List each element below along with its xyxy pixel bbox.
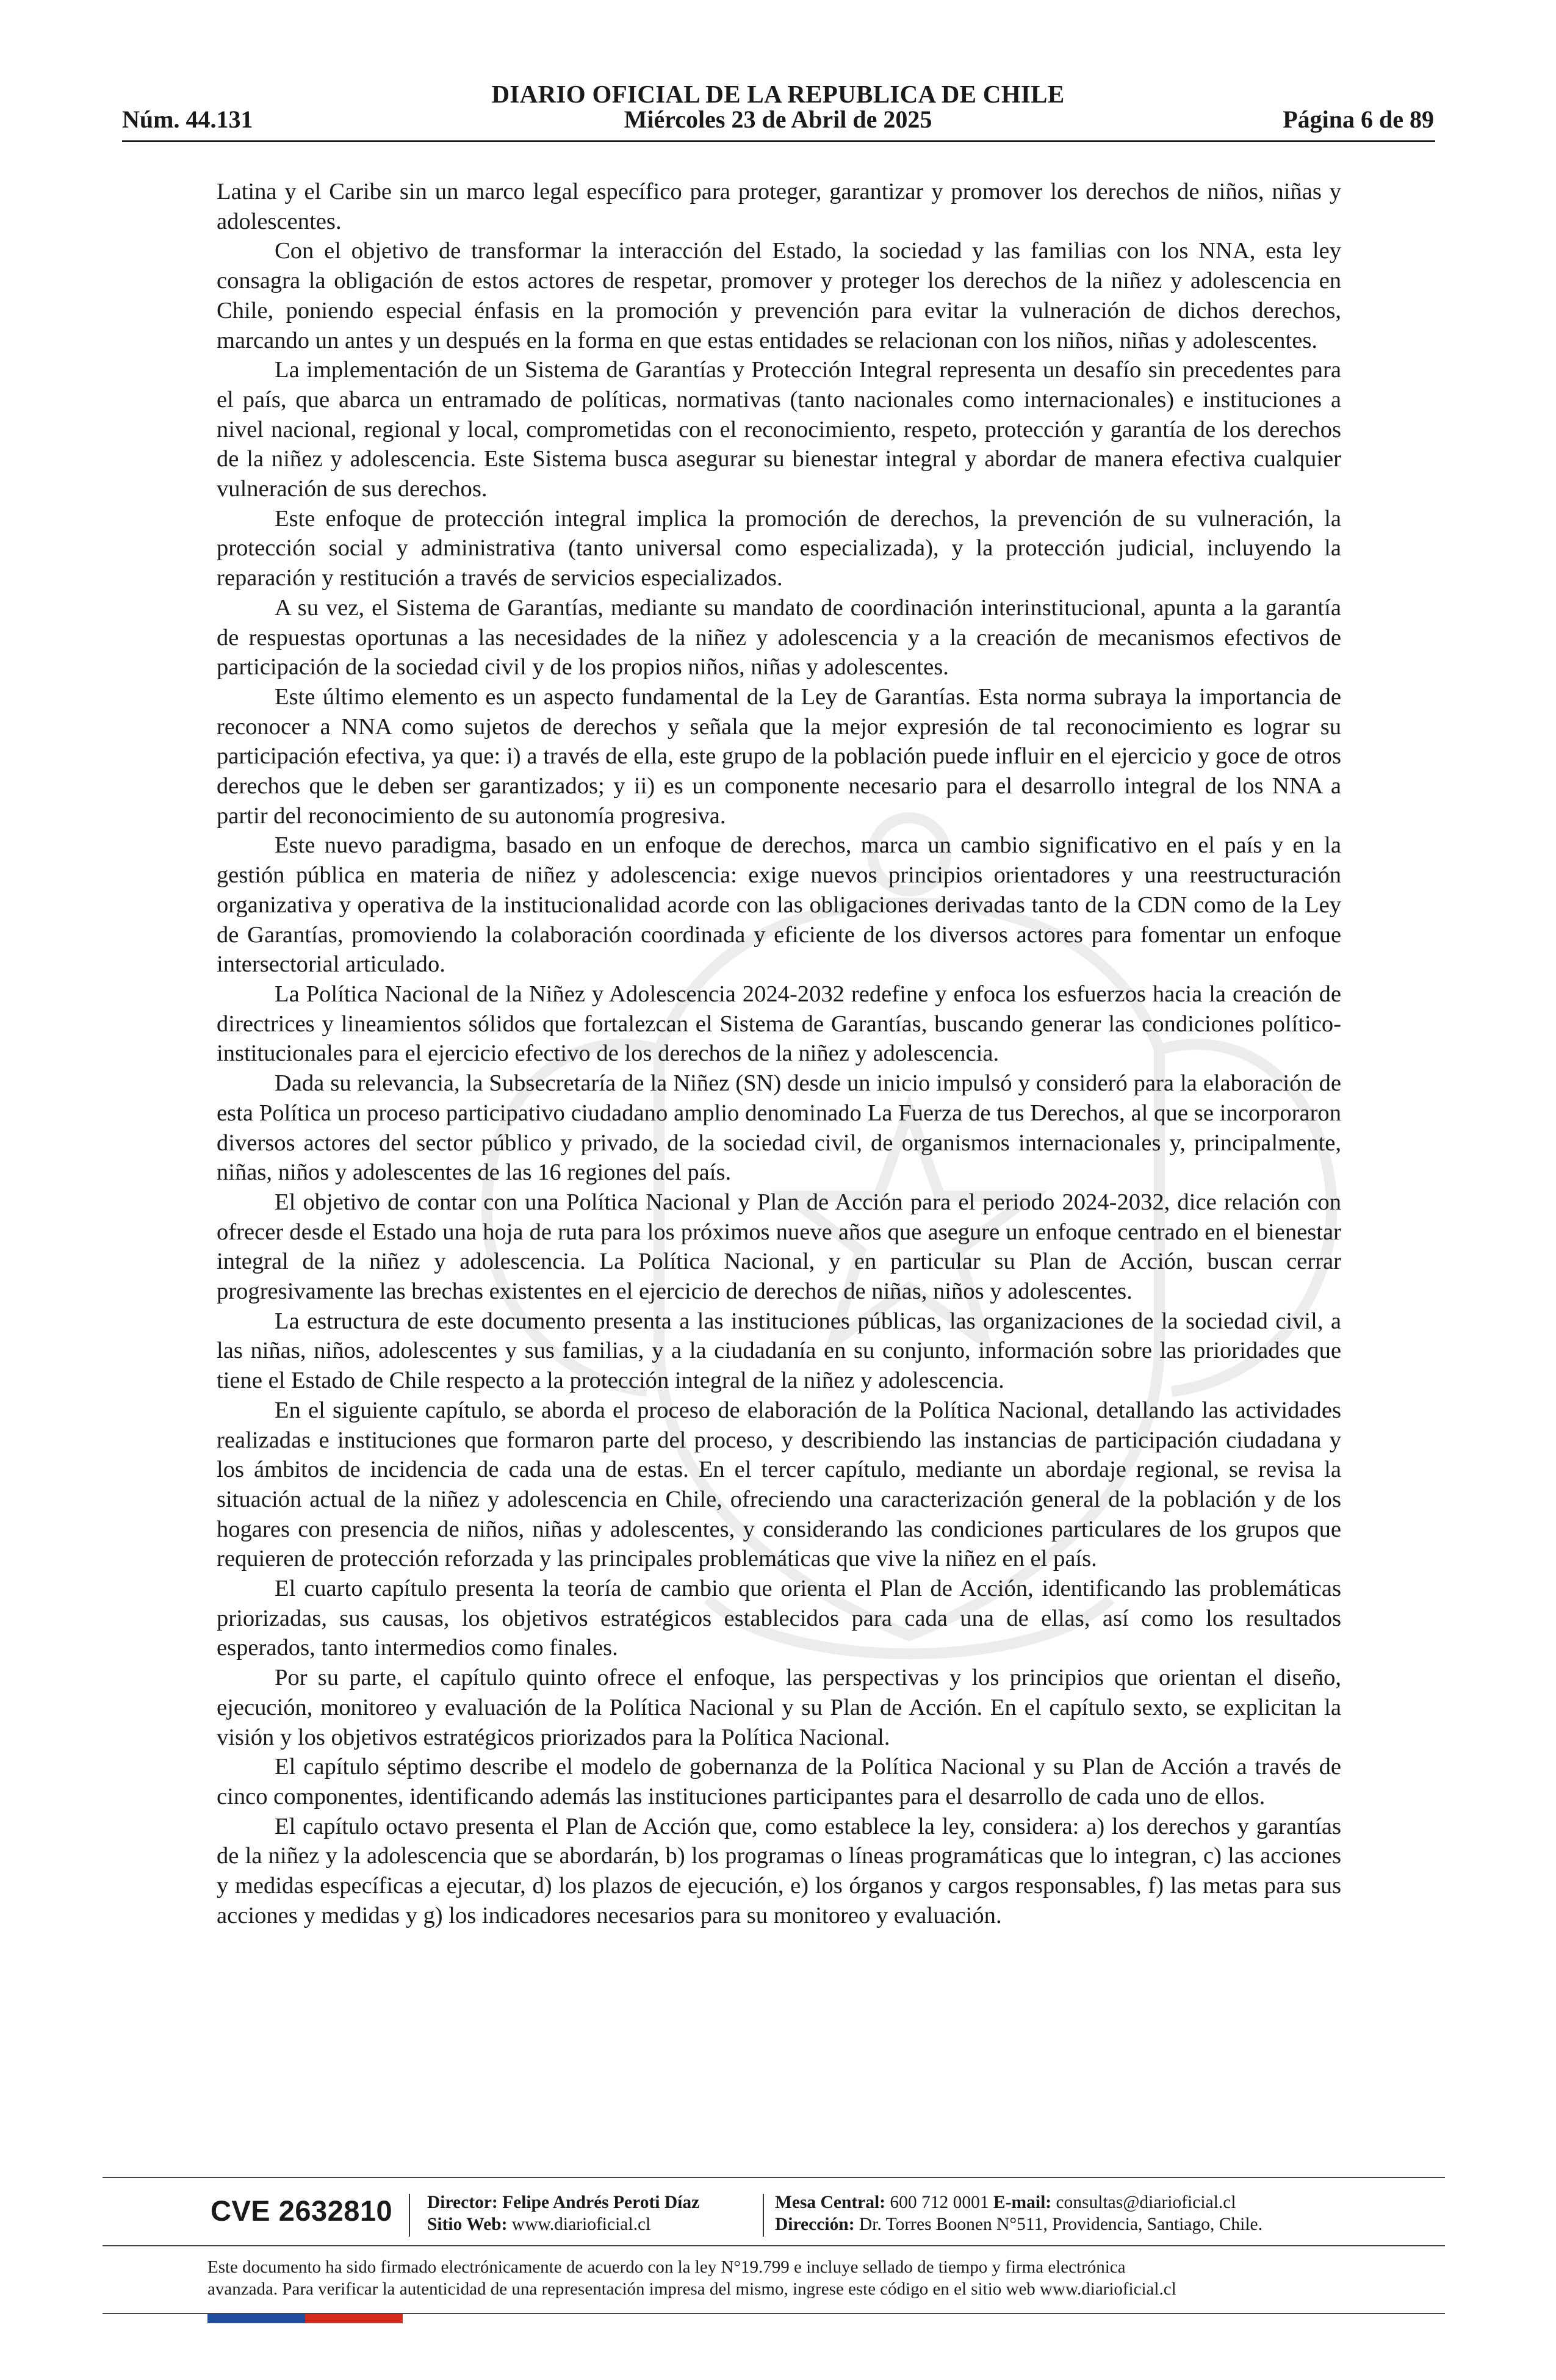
footer-divider-top	[103, 2177, 1445, 2178]
footer-separator	[763, 2194, 764, 2237]
header-divider	[122, 140, 1435, 142]
phone-label: Mesa Central:	[775, 2193, 886, 2212]
footer-separator	[409, 2194, 410, 2237]
gazette-title: DIARIO OFICIAL DE LA REPUBLICA DE CHILE	[491, 80, 1065, 108]
paragraph: El capítulo séptimo describe el modelo de gobernanza de la Política Nacional y su Plan de Acción a través de cinco componentes, identificando además las instituciones participantes para el desarrollo de cada uno de ellos.	[217, 1754, 1341, 1809]
footer-divider-middle	[103, 2245, 1445, 2246]
issue-date: Miércoles 23 de Abril de 2025	[624, 106, 932, 133]
flag-red-band	[305, 2314, 403, 2323]
signature-notice	[207, 2256, 1355, 2300]
signature-notice-line: Este documento ha sido firmado electrónicamente de acuerdo con la ley N°19.799 e incluye sellado de tiempo y firma electrónica	[207, 2257, 1126, 2277]
paragraph: Con el objetivo de transformar la interacción del Estado, la sociedad y las familias con los NNA, esta ley consagra la obligación de estos actores de respetar, promover y proteger los derechos de la niñez y adolescencia en Chile, poniendo especial énfasis en la promoción y prevención para evitar la vulneración de dichos derechos, marcando un antes y un después en la forma en que estas entidades se relacionan con los niños, niñas y adolescentes.	[217, 238, 1341, 353]
paragraph: En el siguiente capítulo, se aborda el proceso de elaboración de la Política Nacional, detallando las actividades realizadas e instituciones que formaron parte del proceso, y describiendo las instancias de participación ciudadana y los ámbitos de incidencia de cada una de estas. En el tercer capítulo, mediante un abordaje regional, se revisa la situación actual de la niñez y adolescencia en Chile, ofreciendo una caracterización general de la población y de los hogares con presencia de niños, niñas y adolescentes, y considerando las condiciones particulares de los grupos que requieren de protección reforzada y las principales problemáticas que vive la niñez en el país.	[217, 1397, 1341, 1572]
paragraph: Dada su relevancia, la Subsecretaría de la Niñez (SN) desde un inicio impulsó y consideró para la elaboración de esta Política un proceso participativo ciudadano amplio denominado La Fuerza de tus Derechos, al que se incorporaron diversos actores del sector público y privado, de la sociedad civil, de organismos internacionales y, principalmente, niñas, niños y adolescentes de las 16 regiones del país.	[217, 1070, 1341, 1186]
page-footer	[207, 2188, 1367, 2249]
chile-flag-stripe	[207, 2314, 403, 2323]
email-link[interactable]: consultas@diarioficial.cl	[1056, 2193, 1236, 2212]
flag-blue-band	[207, 2314, 305, 2323]
issue-number: Núm. 44.131	[122, 106, 253, 133]
director-name: Felipe Andrés Peroti Díaz	[502, 2193, 700, 2212]
page-indicator: Página 6 de 89	[1283, 106, 1434, 133]
address-value: Dr. Torres Boonen N°511, Providencia, Santiago, Chile.	[859, 2215, 1263, 2234]
paragraph: Este enfoque de protección integral implica la promoción de derechos, la prevención de su vulneración, la protección social y administrativa (tanto universal como especializada), y la protección judicial, incluyendo la reparación y restitución a través de servicios especializados.	[217, 505, 1341, 591]
paragraph: El cuarto capítulo presenta la teoría de cambio que orienta el Plan de Acción, identificando las problemáticas priorizadas, sus causas, los objetivos estratégicos establecidos para cada una de ellas, así como los resultados esperados, tanto intermedios como finales.	[217, 1576, 1341, 1661]
paragraph: El capítulo octavo presenta el Plan de Acción que, como establece la ley, considera: a) los derechos y garantías de la niñez y la adolescencia que se abordarán, b) los programas o líneas programáticas que lo integran, c) las acciones y medidas específicas a ejecutar, d) los plazos de ejecución, e) los órganos y cargos responsables, f) las metas para sus acciones y medidas y g) los indicadores necesarios para su monitoreo y evaluación.	[217, 1813, 1341, 1928]
phone-number: 600 712 0001	[890, 2193, 989, 2212]
paragraph: Este nuevo paradigma, basado en un enfoque de derechos, marca un cambio significativo en el país y en la gestión pública en materia de niñez y adolescencia: exige nuevos principios orientadores y una reestructuración organizativa y operativa de la institucionalidad acorde con las obligaciones derivadas tanto de la CDN como de la Ley de Garantías, promoviendo la colaboración coordinada y eficiente de los diversos actores para fomentar un enfoque intersectorial articulado.	[217, 832, 1341, 978]
page-header	[122, 73, 1434, 146]
paragraph: La estructura de este documento presenta a las instituciones públicas, las organizaciones de la sociedad civil, a las niñas, niños, adolescentes y sus familias, y a la ciudadanía en su conjunto, información sobre las prioridades que tiene el Estado de Chile respecto a la protección integral de la niñez y adolescencia.	[217, 1308, 1341, 1394]
paragraph: La implementación de un Sistema de Garantías y Protección Integral representa un desafío sin precedentes para el país, que abarca un entramado de políticas, normativas (tanto nacionales como internacionales) e instituciones a nivel nacional, regional y local, comprometidas con el reconocimiento, respeto, protección y garantía de los derechos de la niñez y adolescencia. Este Sistema busca asegurar su bienestar integral y abordar de manera efectiva cualquier vulneración de sus derechos.	[217, 357, 1341, 502]
paragraph: Este último elemento es un aspecto fundamental de la Ley de Garantías. Esta norma subraya la importancia de reconocer a NNA como sujetos de derechos y señala que la mejor expresión de tal reconocimiento es lograr su participación efectiva, ya que: i) a través de ella, este grupo de la población puede influir en el ejercicio y goce de otros derechos que le deben ser garantizados; y ii) es un componente necesario para el desarrollo integral de los NNA a partir del reconocimiento de su autonomía progresiva.	[217, 683, 1341, 829]
footer-contact-block	[775, 2191, 1262, 2235]
paragraph: A su vez, el Sistema de Garantías, mediante su mandato de coordinación interinstitucional, apunta a la garantía de respuestas oportunas a las necesidades de la niñez y adolescencia y a la creación de mecanismos efectivos de participación de la sociedad civil y de los propios niños, niñas y adolescentes.	[217, 594, 1341, 680]
website-link[interactable]: www.diarioficial.cl	[511, 2215, 651, 2234]
paragraph: Latina y el Caribe sin un marco legal específico para proteger, garantizar y promover los derechos de niños, niñas y adolescentes.	[217, 179, 1341, 234]
paragraph: El objetivo de contar con una Política Nacional y Plan de Acción para el periodo 2024-2032, dice relación con ofrecer desde el Estado una hoja de ruta para los próximos nueve años que asegure un enfoque centrado en el bienestar integral de la niñez y adolescencia. La Política Nacional, y en particular su Plan de Acción, buscan cerrar progresivamente las brechas existentes en el ejercicio de derechos de niñas, niños y adolescentes.	[217, 1189, 1341, 1305]
address-label: Dirección:	[775, 2215, 855, 2234]
signature-notice-line: avanzada. Para verificar la autenticidad de una representación impresa del mismo, ingrese este código en el sitio web www.diarioficial.cl	[207, 2279, 1176, 2299]
director-label: Director:	[427, 2193, 498, 2212]
cve-code: CVE 2632810	[211, 2194, 393, 2227]
email-label: E-mail:	[993, 2193, 1052, 2212]
website-label: Sitio Web:	[427, 2215, 508, 2234]
footer-director-block	[427, 2191, 699, 2235]
paragraph: Por su parte, el capítulo quinto ofrece el enfoque, las perspectivas y los principios que orientan el diseño, ejecución, monitoreo y evaluación de la Política Nacional y su Plan de Acción. En el capítulo sexto, se explicitan la visión y los objetivos estratégicos priorizados para la Política Nacional.	[217, 1665, 1341, 1750]
paragraph: La Política Nacional de la Niñez y Adolescencia 2024-2032 redefine y enfoca los esfuerzos hacia la creación de directrices y lineamientos sólidos que fortalezcan el Sistema de Garantías, buscando generar las condiciones político-institucionales para el ejercicio efectivo de los derechos de la niñez y adolescencia.	[217, 981, 1341, 1067]
document-body	[217, 177, 1341, 1930]
